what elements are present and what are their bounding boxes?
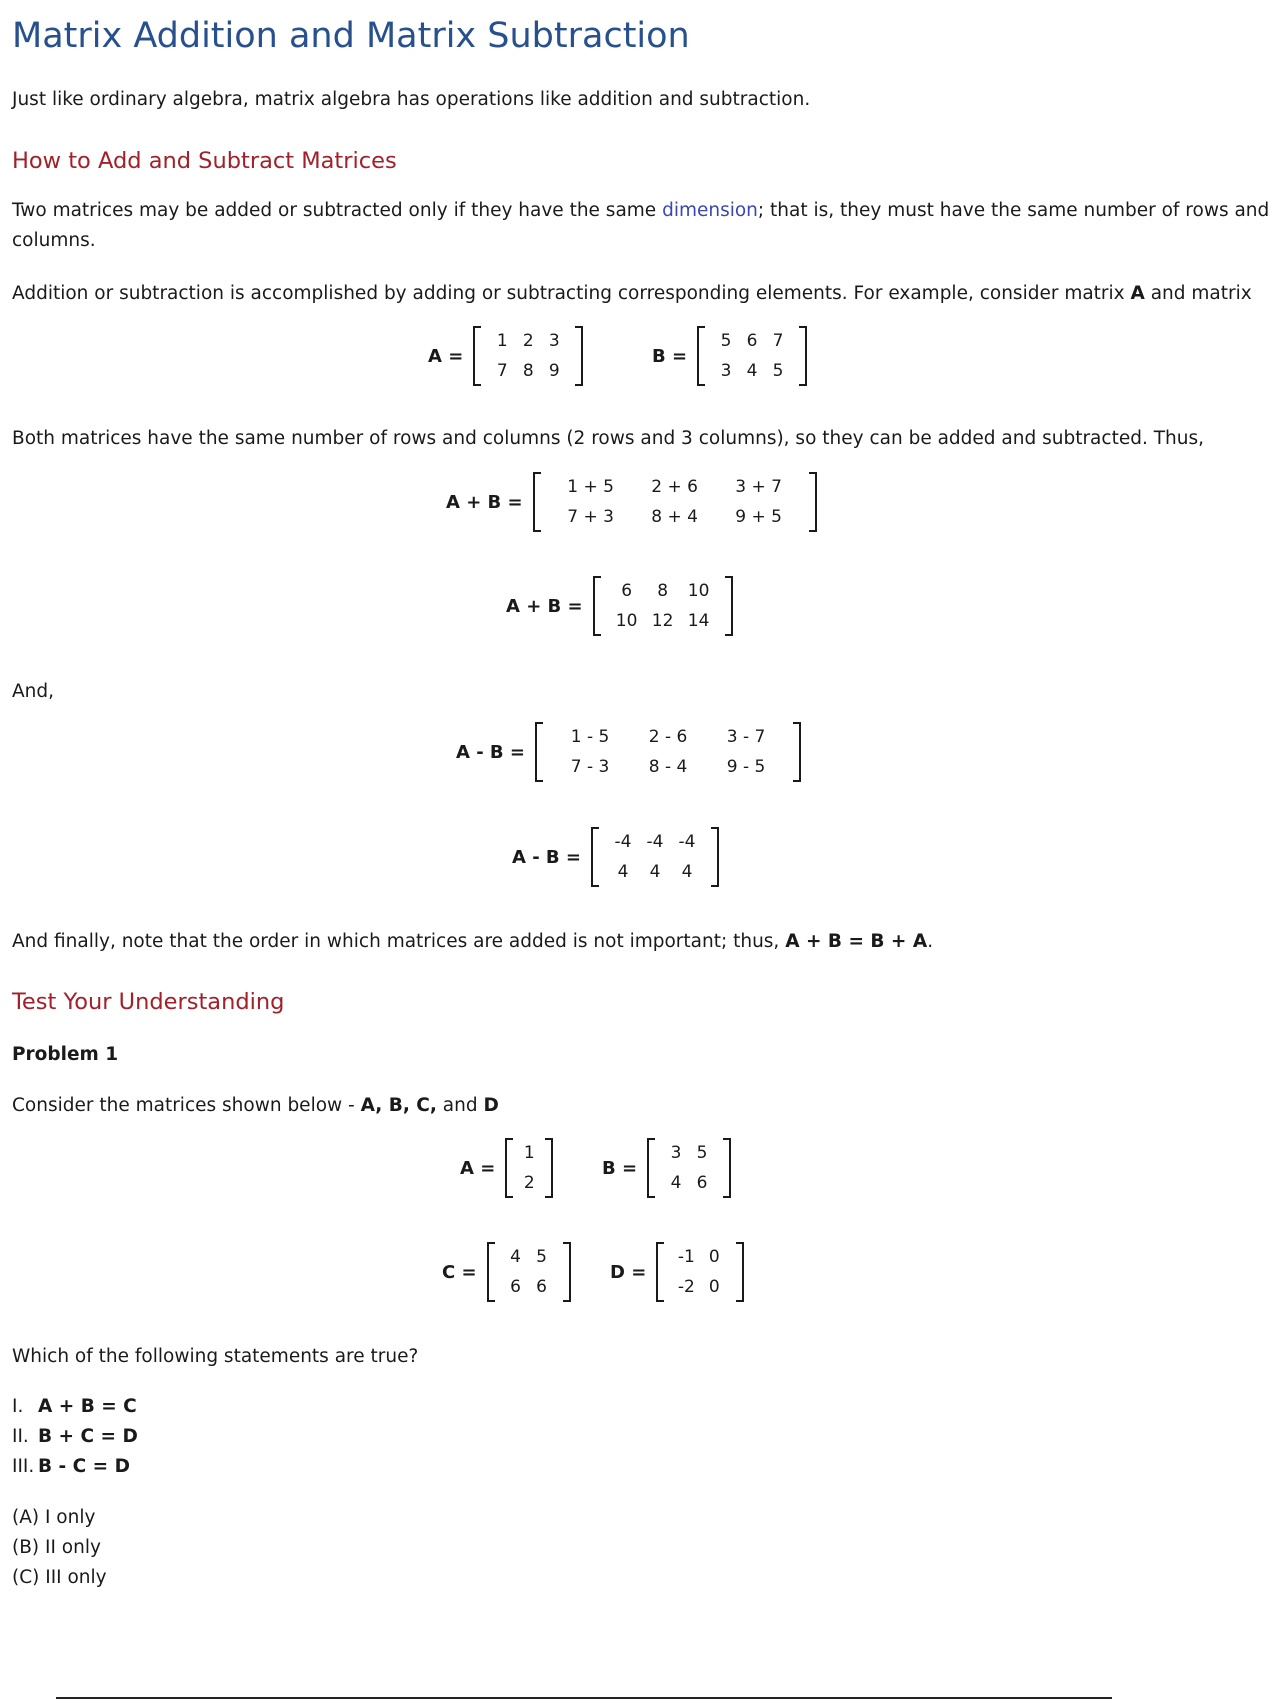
equation-problem-a	[460, 1140, 553, 1196]
matrix-names: A, B, C,	[360, 1095, 437, 1116]
equation-diff-expression	[456, 724, 801, 780]
paragraph-text: Addition or subtraction is accomplished by adding or subtracting corresponding elements. For example, consider matrix	[12, 283, 1131, 304]
equation-problem-c	[442, 1244, 571, 1300]
answer-option: (C) III only	[12, 1567, 107, 1588]
matrix-problem-d	[656, 1244, 744, 1300]
matrix-cell: 5	[720, 331, 732, 351]
matrix-cell: 3 + 7	[735, 477, 782, 497]
matrix-cell: 3	[548, 331, 560, 351]
matrix-cell: 8	[657, 581, 669, 601]
paragraph-corresponding	[12, 283, 1252, 304]
paragraph-text: and matrix	[1144, 283, 1252, 304]
equation-label: A =	[428, 345, 464, 367]
matrix-cell: 14	[687, 611, 710, 631]
matrix-cell: 1	[523, 1143, 535, 1163]
matrix-cell: -4	[614, 832, 632, 852]
statement-number: I.	[12, 1396, 24, 1417]
matrix-cell: 1	[496, 331, 508, 351]
equation-label: A =	[460, 1157, 496, 1179]
matrix-cell: 6	[510, 1277, 521, 1297]
matrix-cell: 4	[670, 1173, 682, 1193]
paragraph-same-size: Both matrices have the same number of rows and columns (2 rows and 3 columns), so they can be added and subtracted. Thus,	[12, 428, 1204, 449]
matrix-cell: 8	[522, 361, 534, 381]
matrix-cell: 4	[649, 862, 661, 882]
matrix-cell: 1 - 5	[570, 727, 610, 747]
matrix-name-d: D	[483, 1095, 499, 1116]
matrix-cell: 0	[708, 1247, 720, 1267]
matrix-cell: 7	[772, 331, 784, 351]
matrix-cell: 3	[670, 1143, 682, 1163]
matrix-cell: 9 + 5	[735, 507, 782, 527]
matrix-diff-expression	[535, 724, 801, 780]
matrix-cell: 12	[651, 611, 674, 631]
matrix-cell: 8 + 4	[651, 507, 698, 527]
paragraph-text: and	[436, 1095, 484, 1116]
statement-item	[12, 1396, 137, 1417]
matrix-cell: 2	[523, 1173, 535, 1193]
matrix-cell: -4	[678, 832, 696, 852]
matrix-a-ref: A	[1130, 283, 1145, 304]
answer-option: (A) I only	[12, 1507, 96, 1528]
matrix-diff-result	[591, 829, 719, 885]
equation-sum-expression	[446, 474, 817, 530]
paragraph-and: And,	[12, 681, 55, 702]
matrix-problem-c	[487, 1244, 571, 1300]
matrix-cell: -1	[677, 1247, 695, 1267]
matrix-cell: 1 + 5	[567, 477, 614, 497]
statement-text: B + C = D	[38, 1426, 138, 1447]
equation-matrix-a	[428, 328, 583, 384]
matrix-problem-a	[505, 1140, 553, 1196]
matrix-cell: 2 + 6	[651, 477, 698, 497]
problem-heading: Problem 1	[12, 1044, 119, 1065]
equation-diff-result	[512, 829, 719, 885]
statement-text: B - C = D	[38, 1456, 130, 1477]
statement-number: II.	[12, 1426, 29, 1447]
matrix-cell: 5	[536, 1247, 547, 1267]
equation-label: B =	[652, 345, 688, 367]
matrix-cell: 3	[720, 361, 732, 381]
paragraph-text: Two matrices may be added or subtracted only if they have the same	[12, 200, 663, 221]
equation-label: D =	[610, 1261, 647, 1283]
dimension-link[interactable]: dimension	[662, 200, 758, 221]
matrix-cell: 6	[746, 331, 758, 351]
paragraph-text: .	[927, 931, 934, 952]
paragraph-dimension	[12, 200, 1269, 221]
statement-text: A + B = C	[38, 1396, 137, 1417]
intro-text: Just like ordinary algebra, matrix algebra has operations like addition and subtraction.	[12, 89, 811, 110]
equation-label: B =	[602, 1157, 638, 1179]
matrix-cell: 4	[617, 862, 629, 882]
matrix-cell: 9 - 5	[726, 757, 766, 777]
matrix-cell: 9	[548, 361, 560, 381]
equation-problem-b	[602, 1140, 731, 1196]
matrix-cell: -4	[646, 832, 664, 852]
section-heading-add-subtract: How to Add and Subtract Matrices	[12, 148, 397, 174]
matrix-cell: 10	[687, 581, 710, 601]
matrix-cell: 4	[510, 1247, 521, 1267]
matrix-cell: 7	[496, 361, 508, 381]
paragraph-text: ; that is, they must have the same number of rows and	[757, 200, 1269, 221]
matrix-cell: -2	[677, 1277, 695, 1297]
statement-number: III.	[12, 1456, 35, 1477]
matrix-sum-expression	[533, 474, 817, 530]
question-text: Which of the following statements are true?	[12, 1346, 419, 1367]
equation-matrix-b	[652, 328, 807, 384]
matrix-cell: 4	[681, 862, 693, 882]
matrix-problem-b	[647, 1140, 731, 1196]
matrix-cell: 7 + 3	[567, 507, 614, 527]
statement-item	[12, 1426, 138, 1447]
equation-label: C =	[442, 1261, 477, 1283]
matrix-cell: 5	[696, 1143, 708, 1163]
paragraph-dimension-line2: columns.	[12, 230, 96, 251]
equation-label: A - B =	[512, 846, 582, 868]
matrix-sum-result	[593, 578, 733, 634]
equation-label: A - B =	[456, 741, 526, 763]
matrix-cell: 6	[621, 581, 633, 601]
matrix-cell: 6	[696, 1173, 708, 1193]
matrix-cell: 2 - 6	[648, 727, 688, 747]
matrix-cell: 8 - 4	[648, 757, 688, 777]
matrix-cell: 2	[522, 331, 534, 351]
matrix-cell: 3 - 7	[726, 727, 766, 747]
paragraph-consider	[12, 1095, 499, 1116]
matrix-cell: 0	[708, 1277, 720, 1297]
answer-option: (B) II only	[12, 1537, 101, 1558]
matrix-cell: 10	[615, 611, 638, 631]
equation-problem-d	[610, 1244, 744, 1300]
bottom-divider	[56, 1697, 1112, 1699]
matrix-cell: 7 - 3	[570, 757, 610, 777]
paragraph-commutative	[12, 931, 933, 952]
matrix-a	[473, 328, 583, 384]
commutative-equation: A + B = B + A	[785, 931, 928, 952]
paragraph-text: And finally, note that the order in which matrices are added is not important; thus,	[12, 931, 786, 952]
equation-label: A + B =	[506, 595, 583, 617]
equation-label: A + B =	[446, 491, 523, 513]
matrix-cell: 4	[746, 361, 758, 381]
equation-sum-result	[506, 578, 733, 634]
statement-item	[12, 1456, 130, 1477]
paragraph-text: Consider the matrices shown below -	[12, 1095, 361, 1116]
matrix-cell: 6	[536, 1277, 547, 1297]
matrix-b	[697, 328, 807, 384]
section-heading-test: Test Your Understanding	[12, 989, 285, 1015]
page-title: Matrix Addition and Matrix Subtraction	[12, 16, 690, 56]
matrix-cell: 5	[772, 361, 784, 381]
